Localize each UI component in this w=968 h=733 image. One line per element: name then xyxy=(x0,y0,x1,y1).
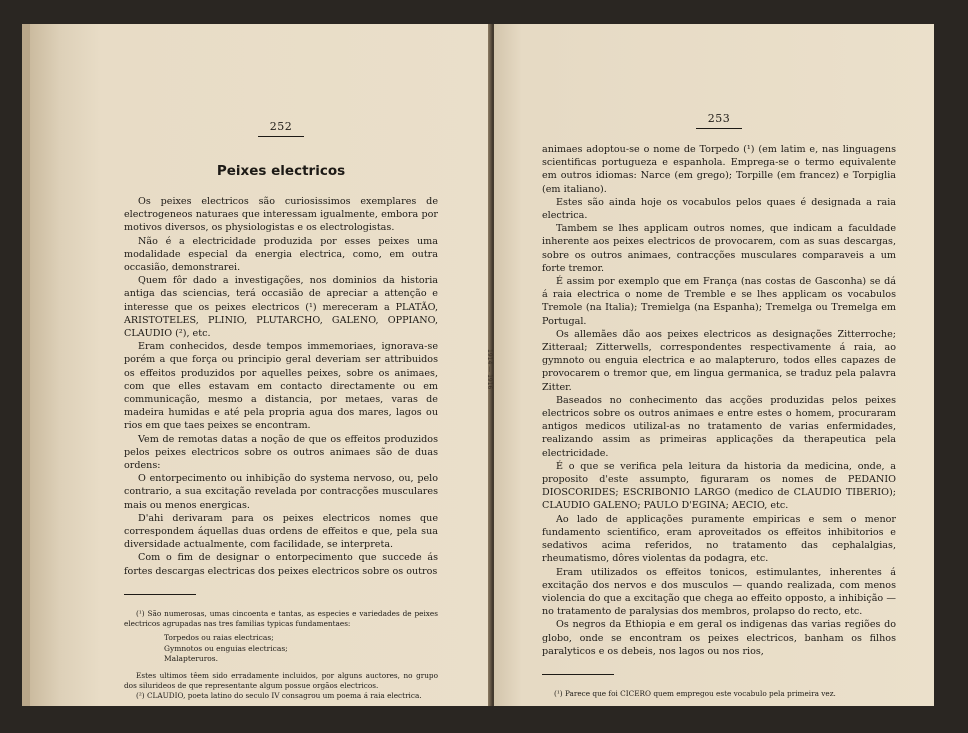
footnote-list-item: Malapteruros. xyxy=(164,654,219,664)
paragraph: Os allemães dão aos peixes electricos as designações Zitterroche; Zitteraal; Zitterwells, correspondentes respectivamente á raia, ao gymnoto ou enguia electrica e ao malapteruro, todos elles capazes de provocarem o tremor que, em lingua germanica, se traduz pela palavra Zitter. xyxy=(542,328,896,393)
paragraph: Tambem se lhes applicam outros nomes, que indicam a faculdade inherente aos peixes electricos de provocarem, com as suas descargas, sobre os outros animaes, contracções musculares comparaveis a um forte tremor. xyxy=(542,223,896,274)
footnote-list-item: Torpedos ou raias electricas; xyxy=(164,633,274,643)
footnote-separator xyxy=(542,674,614,675)
paragraph: É assim por exemplo que em França (nas costas de Gasconha) se dá á raia electrica o nome de Tremble e se lhes applicam os vocabulos Tremole (na Italia); Tremielga (na Espanha); Tremelga ou Tremelga em Portugal. xyxy=(542,276,896,327)
footnote: (¹) Parece que foi CICERO quem empregou este vocabulo pela primeira vez. xyxy=(554,688,836,698)
paragraph: Ao lado de applicações puramente empiricas e sem o menor fundamento scientifico, eram aproveitados os effeitos inhibitorios e sedativos acima referidos, no tratamento das cephalalgias, rheumatismo, dôres violentas da podagra, etc. xyxy=(542,513,896,565)
paragraph: Eram utilizados os effeitos tonicos, estimulantes, inherentes á excitação dos nervos e dos musculos — quando realizada, com menos violencia do que a excitação que chega ao effeito opposto, a inhibição — no tratamento de paralysias dos membros, prolapso do recto, etc. xyxy=(542,566,896,618)
paragraph: animaes adoptou-se o nome de Torpedo (¹) (em latim e, nas linguagens scientificas portugueza e espanhola. Emprega-se o termo equivalente em outros idiomas: Narce (em grego); Torpille (em francez) e Torpiglia (em italiano). xyxy=(542,144,896,195)
footnote: (¹) São numerosas, umas cincoenta e tantas, as especies e variedades de peixes electricos agrupadas nas tres familias typicas fundamentaes: xyxy=(124,608,438,629)
paragraph: D'ahi derivaram para os peixes electricos nomes que correspondem áquellas duas ordens de effeitos e que, pela sua diversidade actualmente, com facilidade, se interpreta. xyxy=(124,512,438,551)
paragraph: Quem fôr dado a investigações, nos dominios da historia antiga das sciencias, terá occasião de apreciar a attenção e interesse que os peixes electricos (¹) mereceram a PLATÃO, ARISTOTELES, PLINIO, PLUTARCHO, GALENO, OPPIANO, CLAUDIO (²), etc. xyxy=(124,275,438,340)
paragraph: Estes são ainda hoje os vocabulos pelos quaes é designada a raia electrica. xyxy=(542,196,896,222)
footnote-separator xyxy=(124,594,196,595)
paragraph: O entorpecimento ou inhibição do systema nervoso, ou, pelo contrario, a sua excitação revelada por contracções musculares mais ou menos energicas. xyxy=(124,473,438,511)
footnote-list-item: Gymnotos ou enguias electricas; xyxy=(164,643,288,653)
open-book xyxy=(22,24,934,706)
spine-label: 1914 — 1916 xyxy=(486,349,493,390)
paragraph: Não é a electricidade produzida por esses peixes uma modalidade especial da energia electrica, como, em outra occasião, demonstrarei. xyxy=(124,235,438,274)
paragraph: Os peixes electricos são curiosissimos exemplares de electrogeneos naturaes que interessam igualmente, embora por motivos diversos, os physiologistas e os electrologistas. xyxy=(124,196,438,234)
page-number-right: 253 xyxy=(707,112,731,125)
paragraph: Os negros da Ethiopia e em geral os indigenas das varias regiões do globo, onde se encontram os peixes electricos, banham os filhos paralyticos e os debeis, nos lagos ou nos rios, xyxy=(542,619,896,657)
paragraph: Vem de remotas datas a noção de que os effeitos produzidos pelos peixes electricos sobre os outros animaes são de duas ordens: xyxy=(124,433,438,472)
page-number-left: 252 xyxy=(269,120,293,133)
footnote: (²) CLAUDIO, poeta latino do seculo IV consagrou um poema á raia electrica. xyxy=(136,690,422,700)
paragraph: Com o fim de designar o entorpecimento que succede ás fortes descargas electricas dos peixes electricos sobre os outros xyxy=(124,552,438,577)
folio-rule xyxy=(258,136,304,137)
right-page xyxy=(494,24,934,706)
paragraph: É o que se verifica pela leitura da historia da medicina, onde, a proposito d'este assumpto, figuraram os nomes de PEDANIO DIOSCORIDES; ESCRIBONIO LARGO (medico de CLAUDIO TIBERIO); CLAUDIO GALENO; PAULO D'EGINA; AECIO, etc. xyxy=(542,460,896,512)
paragraph: Baseados no conhecimento das acções produzidas pelos peixes electricos sobre os outros animaes e entre estes o homem, procuraram antigos medicos utilizal-as no tratamento de varias enfermidades, realizando assim as primeiras applicações da therapeutica pela electricidade. xyxy=(542,394,896,459)
left-page xyxy=(22,24,492,706)
chapter-title: Peixes electricos xyxy=(216,163,346,179)
footnote-list xyxy=(164,633,438,664)
paragraph: Eram conhecidos, desde tempos immemoriaes, ignorava-se porém a que força ou principio geral deveriam ser attribuidos os effeitos produzidos por aquelles peixes, sobre os animaes, com que elles estavam em contacto directamente ou em communicação, mesmo a distancia, por metaes, varas de madeira humidas e até pela propria agua dos mares, lagos ou rios em que taes peixes se encontram. xyxy=(124,341,438,432)
footnote: Estes ultimos têem sido erradamente incluidos, por alguns auctores, no grupo dos silurideos de que representante algum possue orgãos electricos. xyxy=(124,670,438,690)
